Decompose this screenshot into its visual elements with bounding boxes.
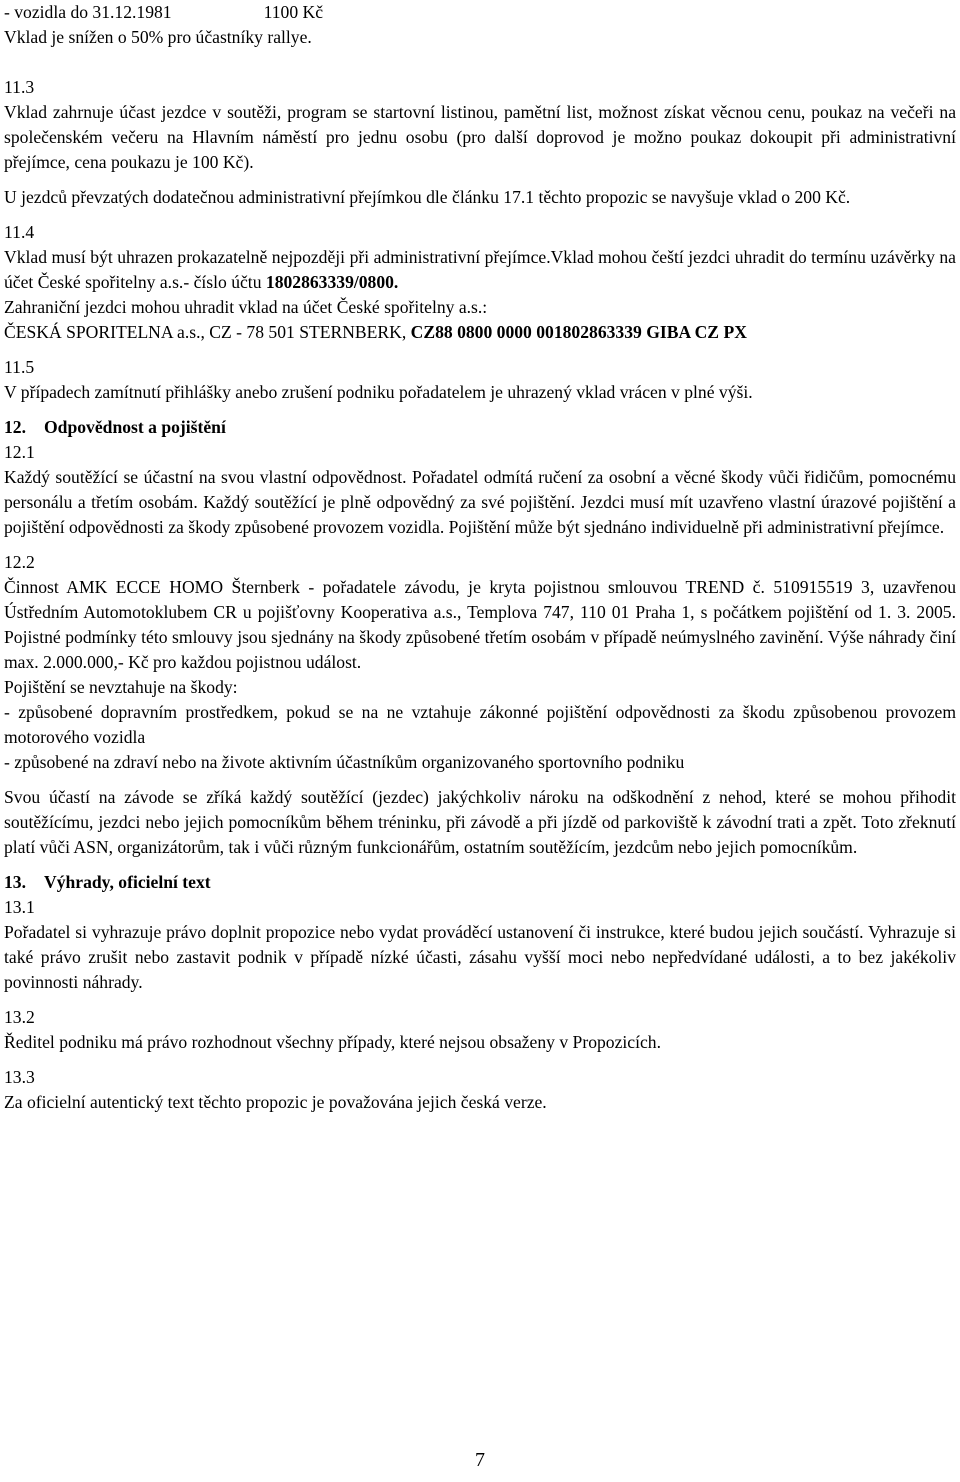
paragraph-11-5: V případech zamítnutí přihlášky anebo zrušení podniku pořadatelem je uhrazený vklad vrácen v plné výši. [4,382,753,402]
heading-13 [4,870,956,895]
section-number-12-1: 12.1 [4,442,35,462]
paragraph-12-2: Činnost AMK ECCE HOMO Šternberk - pořadatele závodu, je kryta pojistnou smlouvou TREND č. 510915519 3, uzavřenou Ústředním Automotoklubem CR u pojišťovny Kooperativa a.s., Templova 747, 110 01 Praha 1, s počátkem pojištění od 1. 3. 2005. Pojistné podmínky této smlouvy jsou sjednány na škody způsobené třetím osobám v případě neúmyslného zavinění. Výše náhrady činí max. 2.000.000,- Kč pro každou pojistnou událost. [4,577,956,672]
fee-amount: 1100 Kč [263,2,324,22]
paragraph-13-2: Ředitel podniku má právo rozhodnout všechny případy, které nejsou obsaženy v Propozicích. [4,1032,661,1052]
waiver-paragraph: Svou účastí na závode se zříká každý soutěžící (jezdec) jakýchkoliv nároku na odškodnění z nehod, které se mohou přihodit soutěžícímu, jezdci nebo jejich pomocníkům během tréninku, při závodě a při jízdě od parkoviště k závodní trati a zpět. Toto zřeknutí platí vůči ASN, organizátorům, tak i vůči různým funkcionářům, ostatním soutěžícím, jezdcům nebo jejich pomocníkům. [4,787,956,857]
paragraph-13-3: Za oficielní autentický text těchto propozic je považována jejich česká verze. [4,1092,547,1112]
iban: CZ88 0800 0000 001802863339 GIBA CZ PX [410,322,747,342]
section-number-11-3: 11.3 [4,77,35,97]
section-number-13-1: 13.1 [4,897,35,917]
exclusion-item-1: - způsobené dopravním prostředkem, pokud se na ne vztahuje zákonné pojištění odpovědnosti za škodu způsobenou provozem motorového vozidla [4,702,956,747]
fee-line-label: - vozidla do 31.12.1981 [4,2,172,22]
foreign-payment-line: Zahraniční jezdci mohou uhradit vklad na účet České spořitelny a.s.: [4,297,488,317]
payment-text: Vklad musí být uhrazen prokazatelně nejpozději při administrativní přejímce.Vklad mohou čeští jezdci uhradit do termínu uzávěrky na účet České spořitelny a.s.- číslo účtu [4,247,956,292]
heading-12 [4,415,956,440]
paragraph-13-1: Pořadatel si vyhrazuje právo doplnit propozice nebo vydat prováděcí ustanovení či instrukce, které budou jejich součástí. Vyhrazuje si také právo zrušit nebo zastavit podnik v případě nízké účasti, zásahu vyšší moci nebo nepředvídané události, a to bez jakékoliv povinnosti náhrady. [4,922,956,992]
section-number-11-4: 11.4 [4,222,35,242]
paragraph-12-1: Každý soutěžící se účastní na svou vlastní odpovědnost. Pořadatel odmítá ručení za osobní a věcné škody vůči řidičům, pomocnému personálu a třetím osobám. Každý soutěžící je plně odpovědný za své pojištění. Jezdci musí mít uzavřeno vlastní úrazové pojištění a pojištění odpovědnosti za škody způsobené provozem vozidla. Pojištění může být sjednáno individuelně při administrativní přejímce. [4,467,956,537]
heading-13-number: 13. [4,872,26,892]
paragraph-11-4 [4,245,956,295]
page-number: 7 [475,1449,485,1471]
section-number-13-2: 13.2 [4,1007,35,1027]
heading-13-title: Výhrady, oficielní text [44,872,211,892]
section-number-13-3: 13.3 [4,1067,35,1087]
not-covered-line: Pojištění se nevztahuje na škody: [4,677,238,697]
heading-12-number: 12. [4,417,26,437]
paragraph-11-3-surcharge: U jezdců převzatých dodatečnou administrativní přejímkou dle článku 17.1 těchto propozic se navyšuje vklad o 200 Kč. [4,187,851,207]
discount-line: Vklad je snížen o 50% pro účastníky rallye. [4,27,312,47]
account-number: 1802863339/0800. [265,272,399,292]
heading-12-title: Odpovědnost a pojištění [44,417,226,437]
paragraph-11-3: Vklad zahrnuje účast jezdce v soutěži, program se startovní listinou, pamětní list, možnost získat věcnou cenu, poukaz na večeři na společenském večeru na Hlavním náměstí pro jednu osobu (pro další doprovod je možno poukaz dokoupit při administrativní přejímce, cena poukazu je 100 Kč). [4,102,956,172]
exclusion-item-2: - způsobené na zdraví nebo na živote aktivním účastníkům organizovaného sportovního podniku [4,752,685,772]
section-number-12-2: 12.2 [4,552,35,572]
document-page [4,0,956,1115]
bank-line [4,320,956,345]
fee-line [4,0,956,25]
section-number-11-5: 11.5 [4,357,35,377]
bank-name: ČESKÁ SPORITELNA a.s., CZ - 78 501 STERNBERK, [4,322,411,342]
